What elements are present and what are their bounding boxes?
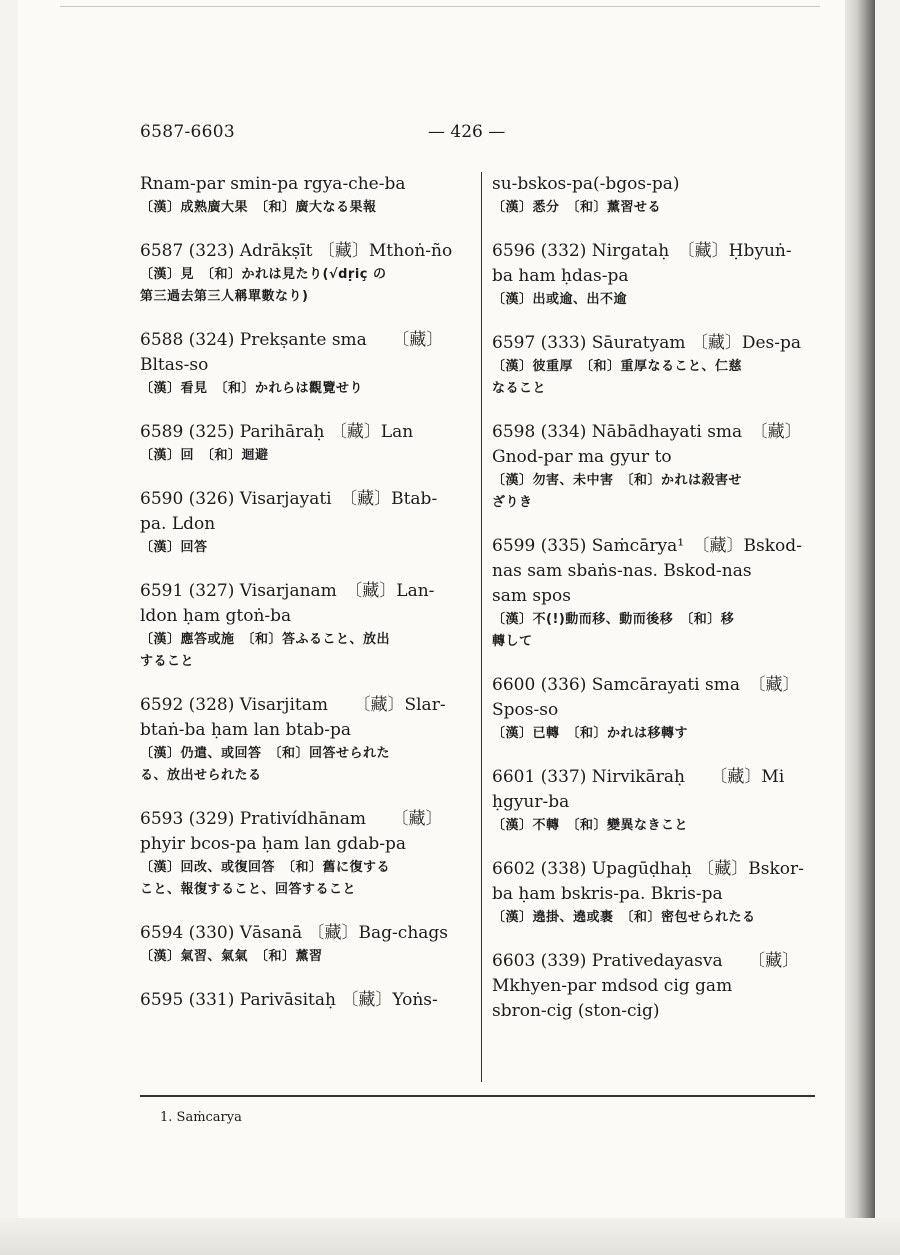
- entry-line: ba ḥam bskris-pa. Bkris-pa: [492, 884, 723, 904]
- entry-gloss: ざりき: [492, 495, 533, 510]
- dictionary-entry: [140, 172, 470, 219]
- footnote-rule: [140, 1095, 815, 1097]
- entry-line: Gnod-par ma gyur to: [492, 447, 672, 467]
- entry-gloss: 〔漢〕不轉 〔和〕變異なきこと: [492, 818, 689, 833]
- entry-line: Bltas-so: [140, 355, 209, 375]
- dictionary-entry: [140, 579, 470, 673]
- entry-gloss: 〔漢〕回改、或復回答 〔和〕舊に復する: [140, 860, 391, 875]
- dictionary-entry: [492, 765, 822, 837]
- dictionary-entry: [140, 239, 470, 308]
- entry-gloss: 〔漢〕成熟廣大果 〔和〕廣大なる果報: [140, 200, 377, 215]
- entry-line: Spos-so: [492, 700, 559, 720]
- entry-line: 6591 (327) Visarjanam 〔藏〕Lan-: [140, 581, 435, 601]
- entry-gloss: 〔漢〕回 〔和〕迴避: [140, 448, 269, 463]
- entry-line: btaṅ-ba ḥam lan btab-pa: [140, 720, 351, 740]
- top-scan-line: [60, 6, 820, 7]
- right-column: [492, 172, 822, 1044]
- page-number: — 426 —: [428, 122, 506, 142]
- dictionary-entry: [492, 949, 822, 1024]
- entry-gloss: 〔漢〕應答或施 〔和〕答ふること、放出: [140, 632, 391, 647]
- entry-line: 6595 (331) Parivāsitaḥ 〔藏〕Yoṅs-: [140, 990, 438, 1010]
- entry-line: 6587 (323) Adrākṣīt 〔藏〕Mthoṅ-ño: [140, 241, 453, 261]
- dictionary-entry: [140, 921, 470, 968]
- entry-line: su-bskos-pa(-bgos-pa): [492, 174, 680, 194]
- dictionary-entry: [492, 673, 822, 745]
- entry-line: 6593 (329) Prativídhānam 〔藏〕: [140, 809, 443, 829]
- dictionary-entry: [492, 420, 822, 514]
- footnote: 1. Saṁcarya: [160, 1110, 242, 1125]
- entry-gloss: 〔漢〕仍遣、或回答 〔和〕回答せられた: [140, 746, 391, 761]
- dictionary-entry: [492, 331, 822, 400]
- entry-line: 6602 (338) Upagūḍhaḥ 〔藏〕Bskor-: [492, 859, 804, 879]
- entry-line: ldon ḥam gtoṅ-ba: [140, 606, 292, 626]
- page-bottom-edge: [0, 1218, 900, 1255]
- entry-gloss: 第三過去第三人稱單數なり): [140, 289, 309, 304]
- entry-line: 6594 (330) Vāsanā 〔藏〕Bag-chags: [140, 923, 449, 943]
- entry-line: 6603 (339) Prativedayasva 〔藏〕: [492, 951, 800, 971]
- dictionary-entry: [492, 172, 822, 219]
- entry-gloss: 〔漢〕氣習、氣氣 〔和〕薰習: [140, 949, 323, 964]
- entry-line: 6588 (324) Prekṣante sma 〔藏〕: [140, 330, 444, 350]
- dictionary-entry: [140, 988, 470, 1013]
- entry-line: 6600 (336) Samcārayati sma 〔藏〕: [492, 675, 800, 695]
- entry-line: Mkhyen-par mdsod cig gam: [492, 976, 733, 996]
- entry-gloss: 〔漢〕遶掛、遶或裹 〔和〕密包せられたる: [492, 910, 756, 925]
- column-divider: [481, 172, 482, 1082]
- dictionary-entry: [140, 807, 470, 901]
- dictionary-entry: [492, 857, 822, 929]
- entry-line: 6592 (328) Visarjitam 〔藏〕Slar-: [140, 695, 446, 715]
- dictionary-entry: [140, 487, 470, 559]
- entry-line: phyir bcos-pa ḥam lan gdab-pa: [140, 834, 407, 854]
- entry-gloss: 〔漢〕勿害、未中害 〔和〕かれは殺害せ: [492, 473, 743, 488]
- entry-gloss: なること: [492, 381, 547, 396]
- page-edge-shadow: [845, 0, 875, 1230]
- dictionary-entry: [140, 328, 470, 400]
- entry-gloss: る、放出せられたる: [140, 768, 262, 783]
- entry-line: 6589 (325) Parihāraḥ 〔藏〕Lan: [140, 422, 414, 442]
- dictionary-entry: [492, 239, 822, 311]
- entry-line: 6597 (333) Sāuratyam 〔藏〕Des-pa: [492, 333, 802, 353]
- left-column: [140, 172, 470, 1033]
- dictionary-entry: [140, 693, 470, 787]
- entry-line: pa. Ldon: [140, 514, 216, 534]
- entry-gloss: 轉して: [492, 634, 533, 649]
- entry-gloss: 〔漢〕不(!)動而移、動而後移 〔和〕移: [492, 612, 735, 627]
- entry-line: 6599 (335) Saṁcārya¹ 〔藏〕Bskod-: [492, 536, 802, 556]
- entry-line: 6590 (326) Visarjayati 〔藏〕Btab-: [140, 489, 438, 509]
- dictionary-entry: [492, 534, 822, 653]
- entry-line: 6601 (337) Nirvikāraḥ 〔藏〕Mi: [492, 767, 785, 787]
- entry-line: sbron-cig (ston-cig): [492, 1001, 660, 1021]
- entry-gloss: 〔漢〕出或逾、出不逾: [492, 292, 628, 307]
- entry-line: ba ham ḥdas-pa: [492, 266, 629, 286]
- entry-line: 6598 (334) Nābādhayati sma 〔藏〕: [492, 422, 802, 442]
- entry-gloss: 〔漢〕已轉 〔和〕かれは移轉す: [492, 726, 689, 741]
- dictionary-entry: [140, 420, 470, 467]
- entry-line: Rnam-par smin-pa rgya-che-ba: [140, 174, 406, 194]
- entry-line: ḥgyur-ba: [492, 792, 570, 812]
- entry-range: 6587-6603: [140, 122, 235, 142]
- entry-gloss: 〔漢〕看見 〔和〕かれらは觀覽せり: [140, 381, 364, 396]
- entry-gloss: 〔漢〕見 〔和〕かれは見たり(√dṛiç の: [140, 267, 387, 282]
- entry-gloss: こと、報復すること、回答すること: [140, 882, 357, 897]
- entry-line: nas sam sbaṅs-nas. Bskod-nas: [492, 561, 752, 581]
- entry-gloss: 〔漢〕悉分 〔和〕薰習せる: [492, 200, 662, 215]
- entry-line: sam spos: [492, 586, 571, 606]
- entry-line: 6596 (332) Nirgataḥ 〔藏〕Ḥbyuṅ-: [492, 241, 792, 261]
- entry-gloss: すること: [140, 654, 195, 669]
- entry-gloss: 〔漢〕彼重厚 〔和〕重厚なること、仁慈: [492, 359, 743, 374]
- entry-gloss: 〔漢〕回答: [140, 540, 208, 555]
